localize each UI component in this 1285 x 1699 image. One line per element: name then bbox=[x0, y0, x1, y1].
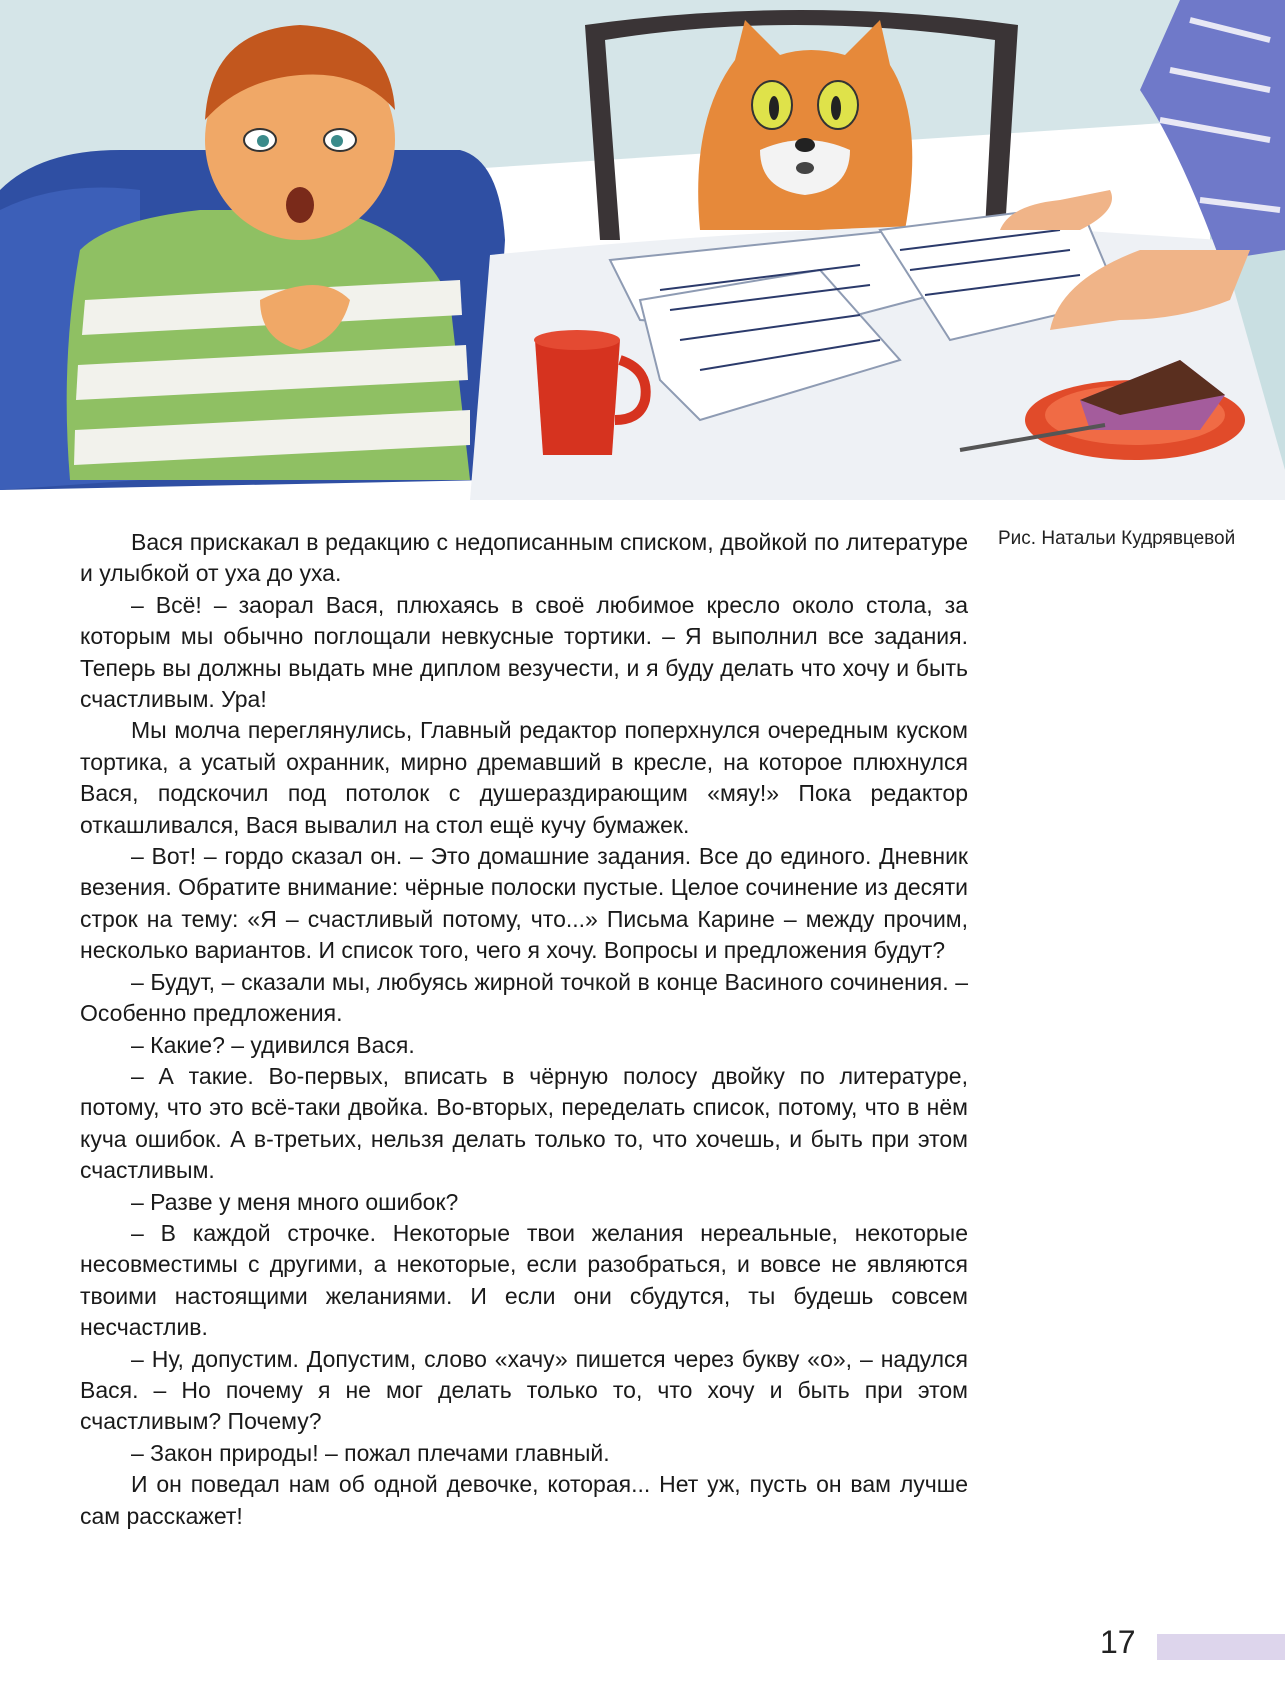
story-illustration bbox=[0, 0, 1285, 500]
story-paragraph: – Всё! – заорал Вася, плюхаясь в своё любимое кресло около стола, за которым мы обычно поглощали невкусные тортики. – Я выполнил все задания. Теперь вы должны выдать мне диплом везучести, и я буду делать что хочу и быть счастливым. Ура! bbox=[80, 591, 968, 713]
story-paragraph: – В каждой строчке. Некоторые твои желания нереальные, некоторые несовместимы с другими, а некоторые, если разобраться, и вовсе не являются твоими настоящими желаниями. И если они сбудутся, ты будешь совсем несчастлив. bbox=[80, 1219, 968, 1341]
story-paragraph: – Будут, – сказали мы, любуясь жирной точкой в конце Васиного сочинения. – Особенно предложения. bbox=[80, 968, 968, 1027]
illustration-svg bbox=[0, 0, 1285, 500]
story-paragraph: – Закон природы! – пожал плечами главный. bbox=[131, 1439, 610, 1466]
illustration-credit: Рис. Натальи Кудрявцевой bbox=[998, 528, 1236, 549]
story-paragraph: – Ну, допустим. Допустим, слово «хачу» пишется через букву «о», – надулся Вася. – Но почему я не мог делать только то, что хочу и быть при этом счастливым? Почему? bbox=[80, 1345, 968, 1435]
story-paragraph: И он поведал нам об одной девочке, которая... Нет уж, пусть он вам лучше сам расскажет! bbox=[80, 1471, 968, 1529]
story-paragraph: – А такие. Во-первых, вписать в чёрную полосу двойку по литературе, потому, что это всё-таки двойка. Во-вторых, переделать список, потому, что в нём куча ошибок. А в-третьих, нельзя делать только то, что хочешь, и быть при этом счастливым. bbox=[80, 1062, 968, 1184]
story-paragraph: – Разве у меня много ошибок? bbox=[131, 1188, 459, 1215]
story-paragraph: Вася прискакал в редакцию с недописанным списком, двойкой по литературе и улыбкой от уха до уха. bbox=[80, 529, 968, 587]
page-number-bar bbox=[1157, 1634, 1285, 1660]
page-number: 17 bbox=[1100, 1624, 1136, 1660]
story-text bbox=[80, 527, 968, 1532]
story-paragraph: – Какие? – удивился Вася. bbox=[131, 1031, 415, 1058]
story-paragraph: Мы молча переглянулись, Главный редактор поперхнулся очередным куском тортика, а усатый охранник, мирно дремавший в кресле, на которое плюхнулся Вася, подскочил под потолок с душераздирающим «мяу!» Пока редактор откашливался, Вася вывалил на стол ещё кучу бумажек. bbox=[80, 717, 968, 838]
story-paragraph: – Вот! – гордо сказал он. – Это домашние задания. Все до единого. Дневник везения. Обратите внимание: чёрные полоски пустые. Целое сочинение из десяти строк на тему: «Я – счастливый потому, что...» Письма Карине – между прочим, несколько вариантов. И список того, чего я хочу. Вопросы и предложения будут? bbox=[80, 843, 968, 964]
